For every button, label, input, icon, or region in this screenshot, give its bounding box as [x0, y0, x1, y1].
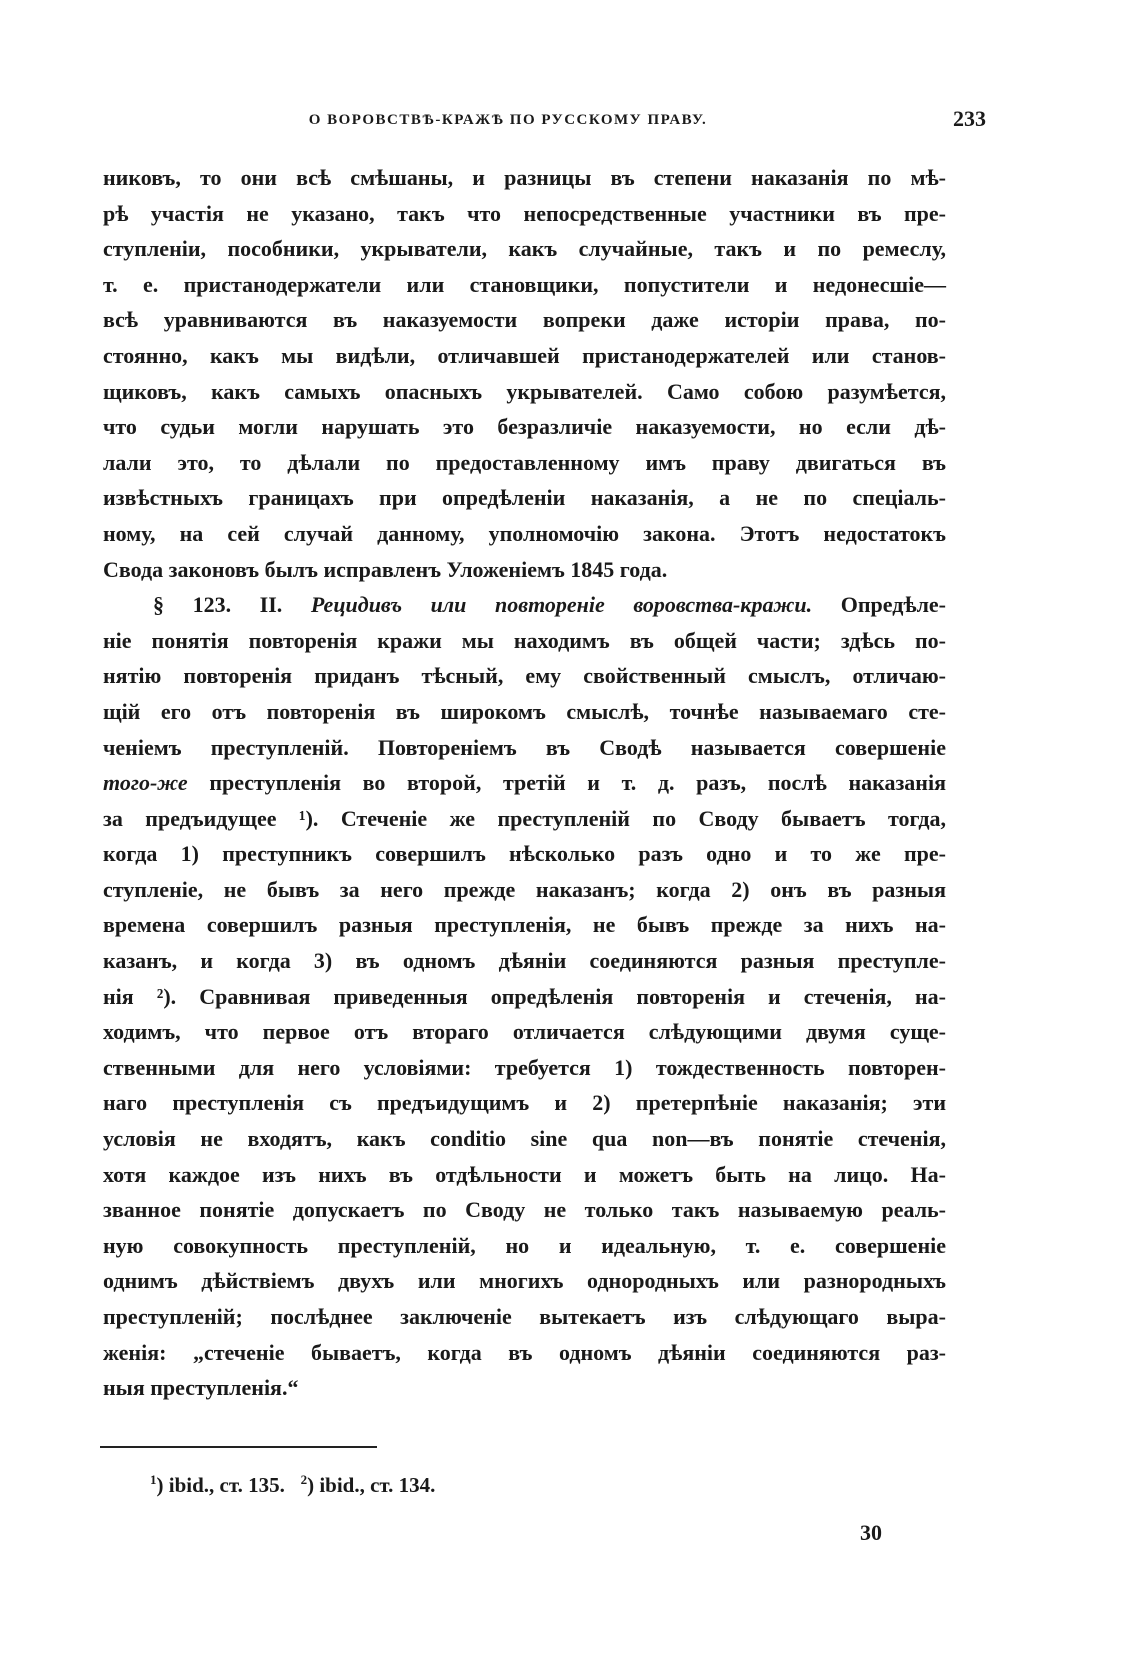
text-line: времена совершилъ разныя преступленія, не бывъ прежде за нихъ на-	[103, 912, 946, 938]
footnote-marker: 1	[150, 1472, 157, 1487]
text-line	[103, 765, 946, 801]
running-title: О ВОРОВСТВѢ-КРАЖѢ ПО РУССКОМУ ПРАВУ.	[308, 112, 708, 128]
signature-mark: 30	[860, 1520, 882, 1545]
text-line: званное понятіе допускаетъ по Своду не только такъ называемую реаль-	[103, 1197, 946, 1223]
text-line: т. е. пристанодержатели или становщики, попустители и недонесшіе—	[103, 271, 946, 297]
text-line: извѣстныхъ границахъ при опредѣленіи наказанія, а не по спеціаль-	[103, 485, 946, 511]
footnotes	[150, 1472, 435, 1498]
text-line: рѣ участія не указано, такъ что непосредственные участники въ пре-	[103, 200, 946, 226]
text-line: ступленіи, пособники, укрыватели, какъ случайные, такъ и по ремеслу,	[103, 236, 946, 262]
page-header	[100, 104, 1000, 144]
page-number: 233	[953, 106, 986, 131]
text-line: что судьи могли нарушать это безразличіе наказуемости, но если дѣ-	[103, 414, 946, 440]
text-line: преступленій; послѣднее заключеніе вытекаетъ изъ слѣдующаго выра-	[103, 1304, 946, 1329]
section-title: Рецидивъ или повтореніе воровства-кражи.	[310, 592, 813, 618]
text-line: никовъ, то они всѣ смѣшаны, и разницы въ степени наказанія по мѣ-	[103, 165, 946, 190]
text-line: ходимъ, что первое отъ втораго отличается слѣдующими двумя суще-	[103, 1019, 946, 1045]
text-line: нія ²). Сравнивая приведенныя опредѣленія повторенія и стеченія, на-	[103, 983, 946, 1009]
text-line: ную совокупность преступленій, но и идеальную, т. е. совершеніе	[103, 1232, 946, 1258]
text-line: ступленіе, не бывъ за него прежде наказанъ; когда 2) онъ въ разныя	[103, 876, 946, 902]
text-line: щій его отъ повторенія въ широкомъ смыслѣ, точнѣе называемаго сте-	[103, 698, 946, 724]
footnote-1: ) ibid., ст. 135.	[156, 1473, 285, 1497]
text-line: когда 1) преступникъ совершилъ нѣсколько разъ одно и то же пре-	[103, 841, 946, 867]
text-line: условія не входятъ, какъ conditio sine qua non—въ понятіе стеченія,	[103, 1126, 946, 1152]
text-line: щиковъ, какъ самыхъ опасныхъ укрывателей. Само собою разумѣется,	[103, 378, 946, 404]
text-line: нятію повторенія приданъ тѣсный, ему свойственный смыслъ, отличаю-	[103, 663, 946, 689]
text-line: однимъ дѣйствіемъ двухъ или многихъ однородныхъ или разнородныхъ	[103, 1268, 946, 1294]
footnote-marker: 2	[300, 1472, 308, 1487]
footnote-2: ) ibid., ст. 134.	[307, 1473, 436, 1497]
section-first-tail: Опредѣле-	[840, 592, 946, 618]
body-text	[103, 160, 946, 1406]
text-line: ченіемъ преступленій. Повтореніемъ въ Сводѣ называется совершеніе	[103, 734, 946, 760]
text-line: женія: „стеченіе бываетъ, когда въ одномъ дѣяніи соединяются раз-	[103, 1339, 946, 1365]
text-line: ному, на сей случай данному, уполномочію закона. Этотъ недостатокъ	[103, 520, 946, 546]
text-line: ственными для него условіями: требуется 1) тождественность повторен-	[103, 1054, 946, 1080]
text-line: стоянно, какъ мы видѣли, отличавшей пристанодержателей или станов-	[103, 342, 946, 368]
text-line: ныя преступленія.“	[103, 1375, 299, 1401]
footnote-rule	[100, 1446, 377, 1448]
text-line: ніе понятія повторенія кражи мы находимъ въ общей части; здѣсь по-	[103, 627, 946, 653]
section-heading-line	[103, 587, 946, 623]
text-line: всѣ уравниваются въ наказуемости вопреки даже исторіи права, по-	[103, 307, 946, 333]
section-number: § 123. II.	[153, 592, 283, 618]
italic-term: того-же	[103, 770, 188, 796]
text-line-rest: преступленія во второй, третій и т. д. разъ, послѣ наказанія	[209, 770, 946, 796]
text-line: лали это, то дѣлали по предоставленному имъ праву двигаться въ	[103, 449, 946, 475]
text-line: наго преступленія съ предъидущимъ и 2) претерпѣніе наказанія; эти	[103, 1090, 946, 1116]
text-line: хотя каждое изъ нихъ въ отдѣльности и можетъ быть на лицо. На-	[103, 1161, 946, 1187]
text-line: Свода законовъ былъ исправленъ Уложеніемъ 1845 года.	[103, 556, 668, 582]
text-line: за предъидущее ¹). Стеченіе же преступленій по Своду бываетъ тогда,	[103, 805, 946, 831]
text-line: казанъ, и когда 3) въ одномъ дѣяніи соединяются разныя преступле-	[103, 948, 946, 974]
